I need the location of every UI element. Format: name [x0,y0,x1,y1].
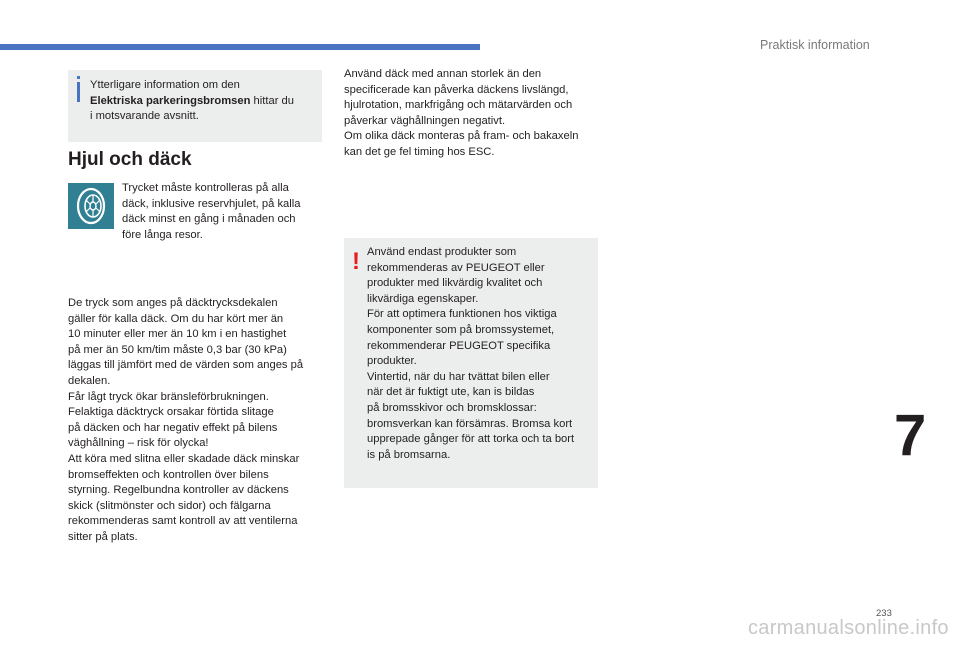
warning-line: Vintertid, när du har tvättat bilen eller [367,370,550,383]
body-line: gäller för kalla däck. Om du har kört mer än [68,312,284,325]
page-heading: Hjul och däck [68,149,192,170]
body-line: bromseffekten och kontrollen över bilens [68,468,269,481]
tire-note-line: före långa resor. [122,228,203,241]
body-line: hjulrotation, markfrigång och mätarvärden och [344,99,573,112]
warning-line: produkter med likvärdig kvalitet och [367,277,543,290]
page-number: 233 [876,608,892,619]
warning-line: produkter. [367,355,417,368]
body-line: väghållning – risk för olycka! [68,437,209,450]
warning-box [344,238,598,488]
body-line: styrning. Regelbundna kontroller av däckens [68,484,289,497]
tire-note-line: Trycket måste kontrolleras på alla [122,182,289,194]
info-line-1: Ytterligare information om den [90,79,240,91]
warning-line: rekommenderar PEUGEOT specifika [367,339,551,352]
info-bold-term: Elektriska parkeringsbromsen [90,94,251,107]
watermark: carmanualsonline.info [748,617,949,639]
warning-line: För att optimera funktionen hos viktiga [367,308,557,321]
body-line: sitter på plats. [68,530,138,543]
warning-line: när det är fuktigt ute, kan is bildas [367,386,535,399]
info-icon [77,82,80,102]
tire-pressure-icon [68,183,114,229]
body-line: Att köra med slitna eller skadade däck minskar [68,452,300,465]
warning-line: bromsverkan kan försämras. Bromsa kort [367,417,573,430]
info-box [68,70,322,142]
left-body-text [68,296,324,546]
warning-line: upprepade gånger för att torka och ta bort [367,433,575,446]
body-line: Om olika däck monteras på fram- och bakaxeln [344,130,579,143]
body-line: rekommenderas samt kontroll av att ventilerna [68,515,298,528]
body-line: påverkar väghållningen negativt. [344,114,506,127]
body-line: på däcken och har negativ effekt på bilens [68,421,278,434]
header-accent-bar [0,44,480,50]
body-line: 10 minuter eller mer än 10 km i en hastighet [68,328,287,341]
body-line: läggas till jämfört med de värden som anges på [68,359,304,372]
warning-line: Använd endast produkter som [367,246,517,258]
tire-note [122,181,322,243]
body-line: De tryck som anges på däcktrycksdekalen [68,297,278,309]
info-line-2 [90,94,312,110]
section-title: Praktisk information [760,38,870,52]
body-line: dekalen. [68,374,111,387]
tire-note-line: däck minst en gång i månaden och [122,213,296,226]
body-line: Använd däck med annan storlek än den [344,68,542,80]
warning-line: likvärdiga egenskaper. [367,292,479,305]
warning-line: på bromsskivor och bromsklossar: [367,401,537,414]
warning-exclamation-icon: ! [352,248,360,275]
body-line: Får lågt tryck ökar bränsleförbrukningen. [68,390,269,403]
tire-note-line: däck, inklusive reservhjulet, på kalla [122,197,301,210]
info-rest: hittar du [250,94,294,107]
body-line: på mer än 50 km/tim måste 0,3 bar (30 kPa) [68,343,287,356]
body-line: Felaktiga däcktryck orsakar förtida slitage [68,406,274,419]
chapter-number: 7 [894,403,927,468]
body-line: specificerade kan påverka däckens livslängd, [344,83,569,96]
body-line: kan det ge fel timing hos ESC. [344,145,495,158]
info-line-3: i motsvarande avsnitt. [90,110,199,123]
body-line: skick (slitmönster och sidor) och fälgarna [68,499,271,512]
warning-line: komponenter som på bromssystemet, [367,323,555,336]
warning-line: is på bromsarna. [367,448,451,461]
warning-line: rekommenderas av PEUGEOT eller [367,261,545,274]
right-body-text [344,67,602,161]
